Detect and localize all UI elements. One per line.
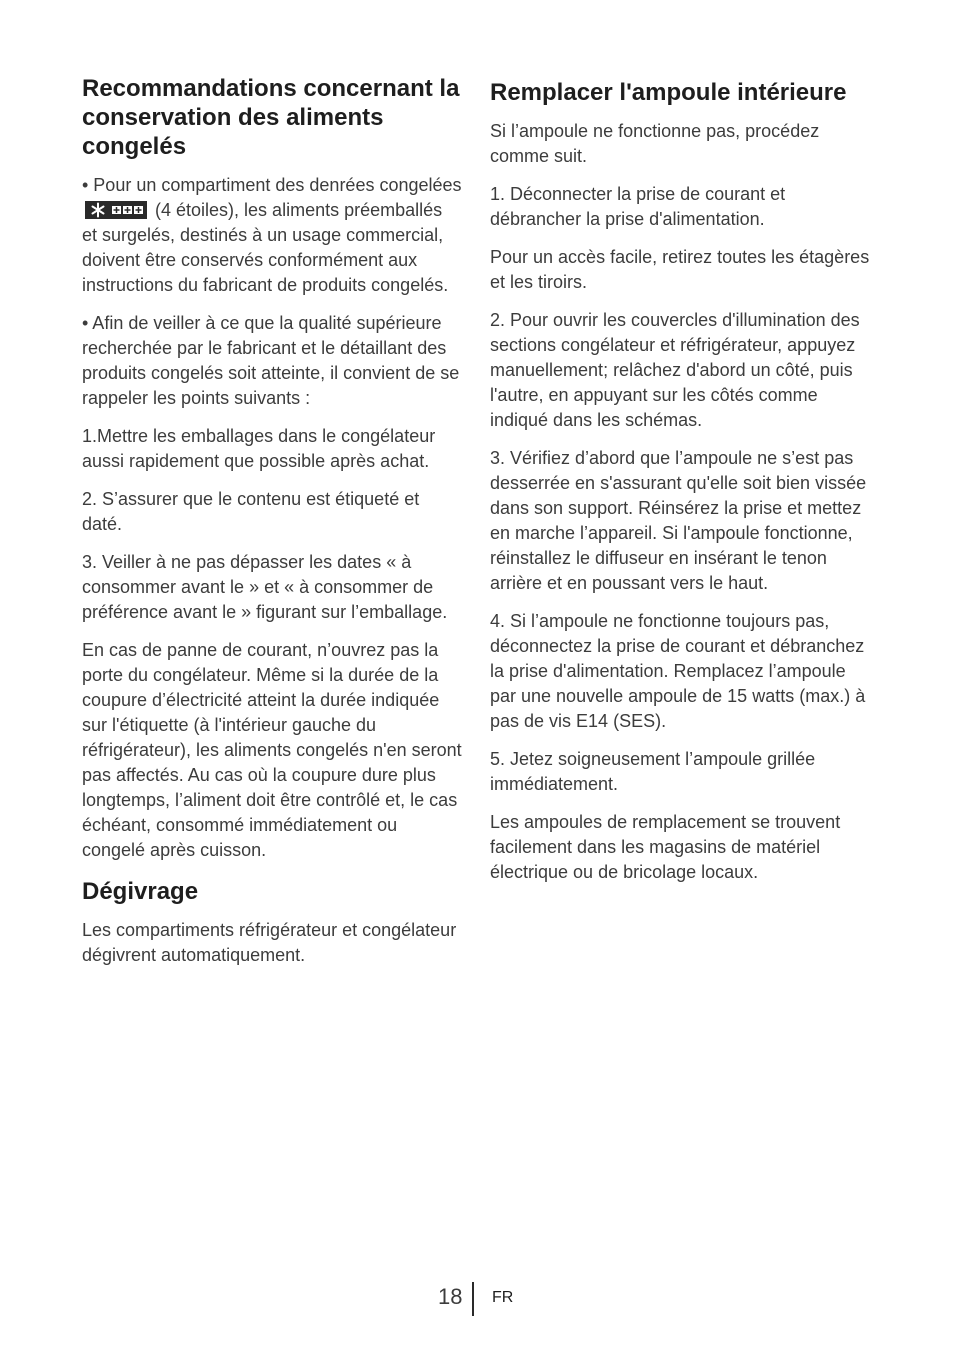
list-item-1: 1.Mettre les emballages dans le congélateur aussi rapidement que possible après achat. bbox=[82, 426, 436, 471]
paragraph-bullet-quality: • Afin de veiller à ce que la qualité supérieure recherchée par le fabricant et le détaillant des produits congelés soit atteinte, il convient de se rappeler les points suivants : bbox=[82, 313, 460, 408]
list-item-3: 3. Veiller à ne pas dépasser les dates « à consommer avant le » et « à consommer de préférence avant le » figurant sur l’emballage. bbox=[82, 552, 448, 622]
list-item-2: 2. S’assurer que le contenu est étiqueté et daté. bbox=[82, 489, 420, 534]
language-code: FR bbox=[492, 1289, 514, 1306]
paragraph-bullet-freezer-compartment bbox=[82, 173, 462, 298]
step-3: 3. Vérifiez d’abord que l’ampoule ne s’est pas desserrée en s'assurant qu'elle soit bien vissée dans son support. Réinsérez la prise et mettez en marche l’appareil. Si l'ampoule fonctionne, réinstallez le diffuseur en insérant le tenon arrière et en poussant vers le haut. bbox=[490, 448, 867, 593]
paragraph-easy-access: Pour un accès facile, retirez toutes les étagères et les tiroirs. bbox=[490, 247, 870, 292]
bullet1-text-start: • Pour un compartiment des denrées congelées bbox=[82, 175, 462, 195]
paragraph-replacement-bulbs: Les ampoules de remplacement se trouvent facilement dans les magasins de matériel électrique ou de bricolage locaux. bbox=[490, 812, 841, 882]
paragraph-defrost: Les compartiments réfrigérateur et congélateur dégivrent automatiquement. bbox=[82, 920, 457, 965]
heading-frozen-food-recommendations: Recommandations concernant la conservation des aliments congelés bbox=[82, 75, 460, 160]
left-column bbox=[82, 74, 462, 981]
step-5: 5. Jetez soigneusement l’ampoule grillée immédiatement. bbox=[490, 749, 816, 794]
step-2: 2. Pour ouvrir les couvercles d'illumination des sections congélateur et réfrigérateur, appuyez manuellement; relâchez d'abord un côté, puis l'autre, en appuyant sur les côtés comme indiqué dans les schémas. bbox=[490, 310, 860, 430]
page-number: 18 bbox=[438, 1284, 463, 1309]
heading-replace-bulb: Remplacer l'ampoule intérieure bbox=[490, 79, 847, 106]
heading-defrost: Dégivrage bbox=[82, 878, 199, 905]
page-footer bbox=[0, 1282, 954, 1318]
four-star-freezer-icon bbox=[85, 201, 147, 219]
paragraph-power-failure: En cas de panne de courant, n’ouvrez pas la porte du congélateur. Même si la durée de la coupure d’électricité atteint la durée indiquée sur l'étiquette (à l'intérieur gauche du réfrigérateur), les aliments congelés n'en seront pas affectés. Au cas où la coupure dure plus longtemps, l’aliment doit être contrôlé et, le cas échéant, consommé immédiatement ou congelé après cuisson. bbox=[82, 640, 462, 860]
paragraph-intro: Si l’ampoule ne fonctionne pas, procédez comme suit. bbox=[490, 121, 820, 166]
step-4: 4. Si l’ampoule ne fonctionne toujours pas, déconnectez la prise de courant et débranchez la prise d'alimentation. Remplacez l’ampoule par une nouvelle ampoule de 15 watts (max.) à pas de vis E14 (SES). bbox=[490, 611, 866, 731]
right-column bbox=[490, 74, 870, 898]
footer-divider bbox=[472, 1282, 474, 1316]
bullet1-text-end: (4 étoiles), les aliments préemballés et surgelés, destinés à un usage commercial, doivent être conservés conformément aux instructions du fabricant de produits congelés. bbox=[82, 200, 449, 295]
step-1: 1. Déconnecter la prise de courant et débrancher la prise d'alimentation. bbox=[490, 184, 786, 229]
